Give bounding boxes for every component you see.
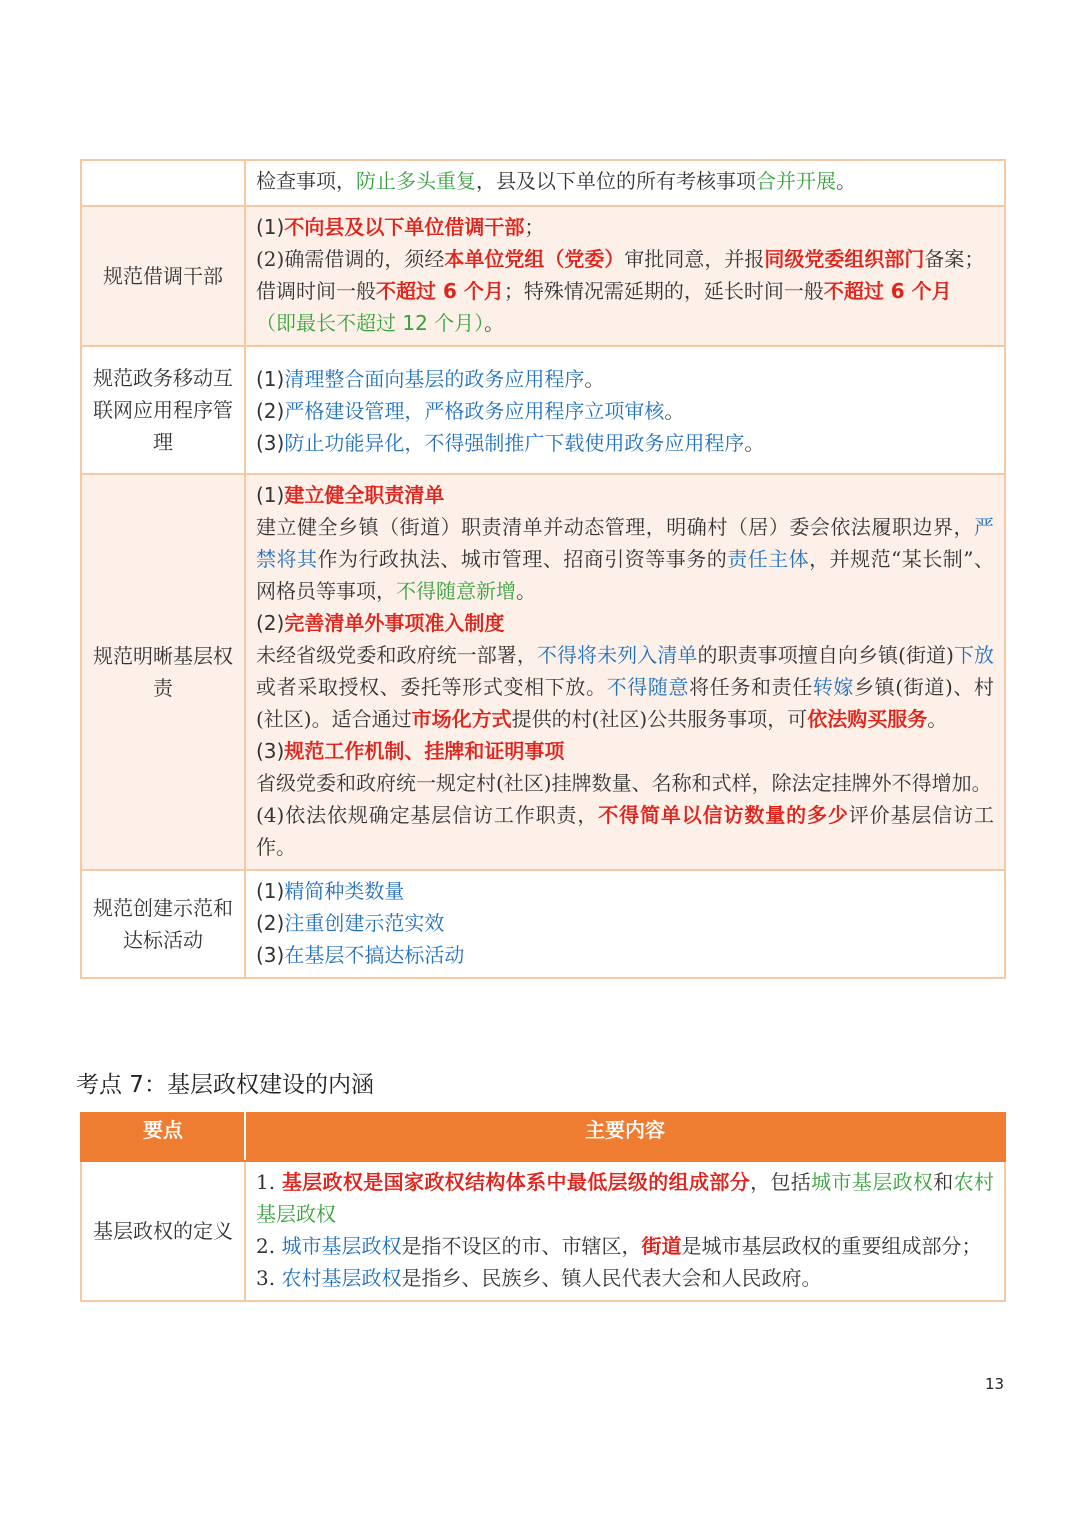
table-row [81, 1161, 1005, 1301]
table-row [81, 870, 1005, 978]
section-heading: 考点 7：基层政权建设的内涵 [76, 1072, 374, 1098]
row-content: (1)清理整合面向基层的政务应用程序。 (2)严格建设管理，严格政务应用程序立项审核。 (3)防止功能异化，不得强制推广下载使用政务应用程序。 [245, 346, 1005, 474]
row-label: 规范创建示范和达标活动 [81, 870, 245, 978]
column-header: 要点 [81, 1113, 245, 1161]
table-row [81, 160, 1005, 206]
row-content [245, 160, 1005, 206]
row-label: 规范政务移动互联网应用程序管理 [81, 346, 245, 474]
definition-table [80, 1112, 1006, 1302]
page-number: 13 [985, 1375, 1005, 1393]
row-label: 规范明晰基层权责 [81, 474, 245, 870]
column-header: 主要内容 [245, 1113, 1005, 1161]
row-content: (1)建立健全职责清单 建立健全乡镇（街道）职责清单并动态管理，明确村（居）委会依法履职边界，严禁将其作为行政执法、城市管理、招商引资等事务的责任主体，并规范“某长制”、网格员等事项，不得随意新增。 (2)完善清单外事项准入制度 未经省级党委和政府统一部署，不得将未列入清单的职责事项擅自向乡镇(街道)下放或者采取授权、委托等形式变相下放。不得随意将任务和责任转嫁乡镇(街道)、村(社区)。适合通过市场化方式提供的村(社区)公共服务事项，可依法购买服务。 (3)规范工作机制、挂牌和证明事项 省级党委和政府统一规定村(社区)挂牌数量、名称和式样，除法定挂牌外不得增加。 (4)依法依规确定基层信访工作职责，不得简单以信访数量的多少评价基层信访工作。 [245, 474, 1005, 870]
table-row [81, 206, 1005, 346]
table-row [81, 474, 1005, 870]
row-content: (1)不向县及以下单位借调干部； (2)确需借调的，须经本单位党组（党委）审批同意，并报同级党委组织部门备案； 借调时间一般不超过 6 个月；特殊情况需延期的，延长时间一般不超过 6 个月 （即最长不超过 12 个月）。 [245, 206, 1005, 346]
row-label: 基层政权的定义 [81, 1161, 245, 1301]
row-label [81, 160, 245, 206]
row-label: 规范借调干部 [81, 206, 245, 346]
row-content: 1. 基层政权是国家政权结构体系中最低层级的组成部分，包括城市基层政权和农村基层政权 2. 城市基层政权是指不设区的市、市辖区，街道是城市基层政权的重要组成部分； 3. 农村基层政权是指乡、民族乡、镇人民代表大会和人民政府。 [245, 1161, 1005, 1301]
row-content: (1)精简种类数量 (2)注重创建示范实效 (3)在基层不搞达标活动 [245, 870, 1005, 978]
table-header-row [81, 1113, 1005, 1161]
text-line: 检查事项，防止多头重复，县及以下单位的所有考核事项合并开展。 [256, 169, 856, 193]
duties-table [80, 159, 1006, 979]
table-row [81, 346, 1005, 474]
